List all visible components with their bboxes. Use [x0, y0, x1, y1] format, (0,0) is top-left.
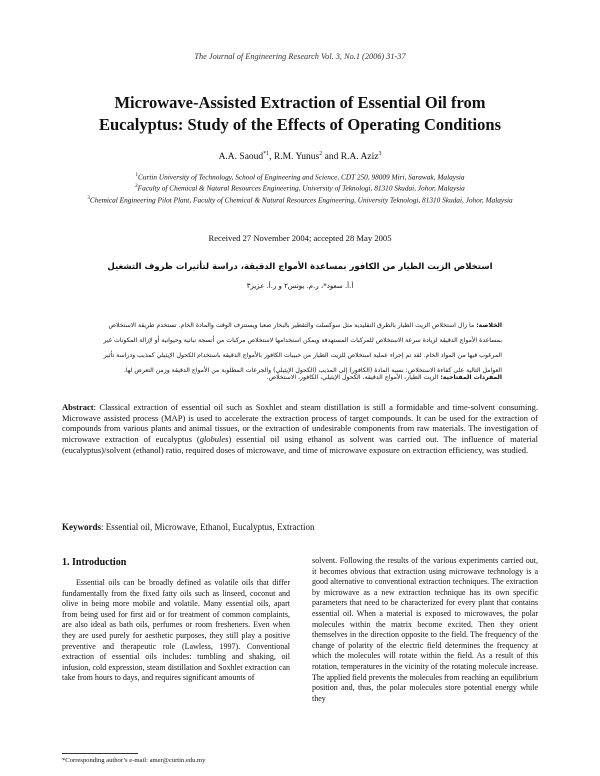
affiliation-text: Faculty of Chemical & Natural Resources Engineering, University of Teknologi, 81310 Skudai, Johor, Malaysia: [137, 183, 465, 193]
arabic-abstract-label: الخلاصة:: [476, 322, 502, 329]
body-column-right: solvent. Following the results of the various experiments carried out, it becomes obvious that extraction using microwave technology is a good alternative to conventional extraction techniques. The extraction by microwave as a new extraction technique has its own specific parameters that need to be characterized for every plant that contains essential oil. When a material is exposed to microwaves, the polar molecules within the matrix become excited. Then they orient themselves in the direction opposite to the field. The frequency of the change of polarity of the electric field determines the frequency at which the molecules will rotate within the field. As a result of this rotation, temperatures in the vicinity of the rotating molecule increase. The applied field prevents the molecules from reaching an equilibrium position and, thus, the polar molecules store potential energy while they: [312, 556, 538, 703]
arabic-abstract: [98, 318, 502, 378]
abstract-text-continued: ) essential oil using ethanol as solvent was carried out. The influence of material (eucalyptus)/solvent (ethanol) ratio, required doses of microwave, and time of microwave exposure on extraction efficiency, was studied.: [62, 434, 538, 455]
keywords-label: Keywords: [62, 522, 101, 532]
author-separator: ,: [269, 152, 274, 163]
arabic-authors: أ.أ. سعود*، ر.م. يونس٢ و ر.أ. عزيز٣: [246, 282, 354, 290]
arabic-keywords-label: المفردات المفتاحية:: [440, 374, 502, 381]
journal-header: The Journal of Engineering Research Vol. 3, No.1 (2006) 31-37: [194, 52, 406, 61]
abstract-label: Abstract: [62, 402, 94, 412]
affiliation-number: 1: [135, 173, 138, 178]
abstract: [62, 402, 538, 456]
author-list: [0, 151, 600, 162]
abstract-text: : Classical extraction of essential oil such as Soxhlet and steam distillation is still a formidable and time-solvent consuming. Microwave assisted process (MAP) is used to accelerate the extraction process of target compounds. It can be used for the extraction of compounds from various plants and animal tissues, or the extraction of undesirable components from raw materials. The investigation of microwave extraction of eucalyptus (: [62, 402, 538, 445]
body-column-left: Essential oils can be broadly defined as volatile oils that differ fundamentally from the fixed fatty oils such as linseed, coconut and olive in being more mobile and volatile. Many essential oils, apart from being used for first aid or for treatment of common complaints, are also ideal as bath oils, perfumes or room fresheners. Even when they are used purely for aesthetic purposes, they still play a positive preventive and therapeutic role (Lawless, 1997). Conventional extraction of essential oils includes: tumbling and shaking, oil infusion, cold expression, steam distillation and Soxhlet extraction can take from hours to days, and requires significant amounts of: [62, 578, 290, 683]
author-1-mark: *1: [263, 151, 270, 157]
affiliation-2: [62, 182, 538, 194]
abstract-italic-term: globules: [199, 434, 229, 445]
affiliation-text: Chemical Engineering Pilot Plant, Faculty of Chemical & Natural Resources Engineering, University Teknologi, 81310 Skudai, Johor, Malaysia: [89, 195, 513, 205]
title-line-1: Microwave-Assisted Extraction of Essential Oil from: [114, 93, 486, 112]
author-1: A.A. Saoud: [218, 152, 264, 163]
title-line-2: Eucalyptus: Study of the Effects of Operating Conditions: [99, 115, 501, 134]
author-separator: and: [322, 152, 341, 163]
arabic-abstract-text: ما زال استخلاص الزيت الطيار بالطرق التقليدية مثل سوكسلت والتقطير بالبخار صعبا ويستنزف الوقت والمادة الخام. تستخدم طريقة الاستخلاص بمساعدة الأمواج الدقيقة لزيادة سرعة الاستخلاص للمركبات المستهدفة ويمكن استخدامها لاستخلاص مركبات من أنسجة نباتية وحيوانية أو لإزالة المكونات غير المرغوب فيها من المواد الخام. لقد تم إجراء عملية استخلاص للزيت الطيار من حبيبات الكافور بالأمواج الدقيقة باستخدام الكحول الإيثيلي كمذيب ودراسة تأثير العوامل التالية على كفاءة الاستخلاص: نسبة المادة (الكافور) إلى المذيب (الكحول الإيثيلي) والجرعات المطلوبة من الأمواج الدقيقة وزمن التعرض لها.: [103, 322, 502, 374]
author-3: R.A. Aziz: [340, 152, 379, 163]
section-heading-introduction: 1. Introduction: [62, 557, 127, 568]
author-2: R.M. Yunus: [273, 152, 320, 163]
corresponding-author-footnote: *Corresponding author’s e-mail: amer@curtin.edu.my: [62, 757, 206, 764]
author-3-mark: 3: [378, 151, 382, 157]
affiliation-number: 3: [87, 196, 90, 201]
keywords: [62, 522, 538, 532]
affiliation-3: [62, 194, 538, 206]
affiliation-text: Curtin University of Technology, School of Engineering and Science, CDT 250, 98009 Miri, Sarawak, Malaysia: [137, 172, 465, 182]
paper-title: [40, 92, 560, 136]
keywords-text: : Essential oil, Microwave, Ethanol, Eucalyptus, Extraction: [101, 522, 315, 532]
arabic-keywords-text: الزيت الطيار، الأمواج الدقيقة، الكحول الإيثيلي، الكافور، الاستخلاص.: [266, 374, 439, 381]
arabic-keywords: [98, 374, 502, 381]
footnote-divider: [62, 753, 138, 754]
author-2-mark: 2: [319, 151, 323, 157]
received-dates: Received 27 November 2004; accepted 28 May 2005: [208, 233, 392, 243]
arabic-title: استخلاص الزيت الطيار من الكافور بمساعدة الأمواج الدقيقة، دراسة لتأثيرات ظروف التشغيل: [107, 262, 493, 272]
affiliation-number: 2: [135, 184, 138, 189]
